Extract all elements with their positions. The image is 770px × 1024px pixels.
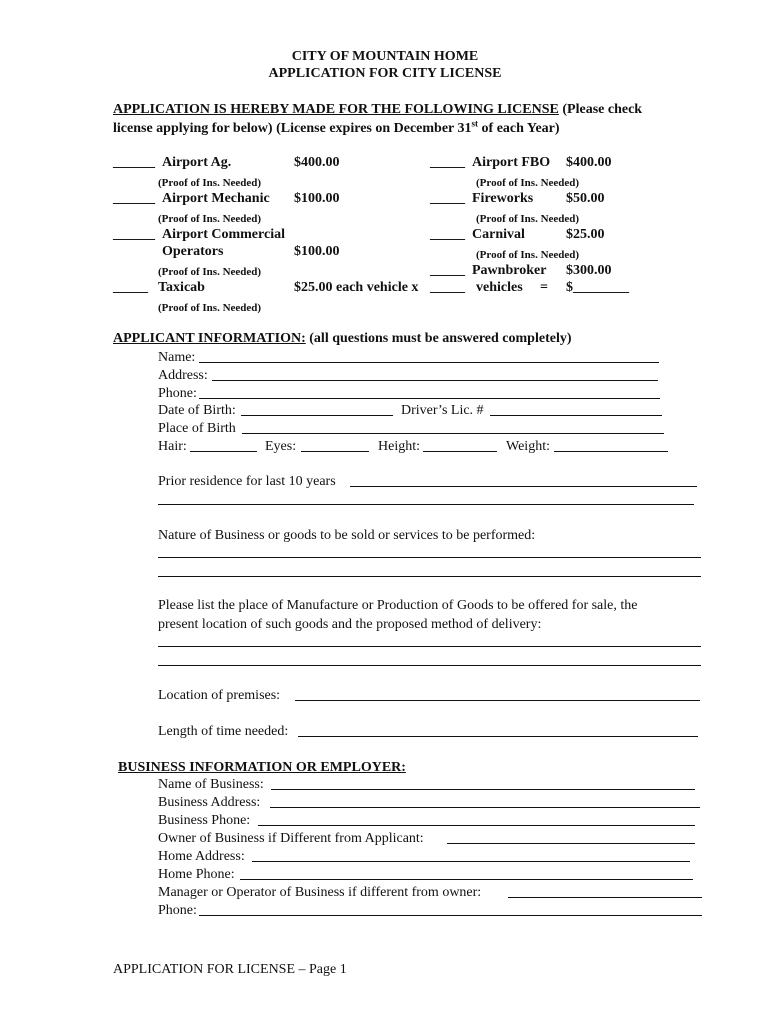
license-airport-fbo-fee: $400.00: [566, 155, 612, 170]
vehicles-label: vehicles: [476, 280, 523, 295]
drivers-license-field[interactable]: [490, 415, 662, 416]
form-title: CITY OF MOUNTAIN HOME: [291, 49, 479, 64]
business-heading: BUSINESS INFORMATION OR EMPLOYER:: [118, 760, 406, 775]
license-airport-commercial-label2: Operators: [162, 244, 224, 259]
manufacture-label-2: present location of such goods and the proposed method of delivery:: [158, 617, 542, 632]
expiry-text-end: of each Year): [478, 121, 560, 136]
business-phone-label: Business Phone:: [158, 813, 251, 828]
name-field[interactable]: [199, 362, 659, 363]
license-airport-commercial-label: Airport Commercial: [162, 227, 285, 242]
license-airport-mechanic-blank[interactable]: ______: [113, 191, 155, 206]
license-airport-fbo-note: (Proof of Ins. Needed): [476, 177, 580, 189]
license-pawnbroker-blank[interactable]: _____: [430, 263, 465, 278]
business-phone-field[interactable]: [258, 825, 695, 826]
license-carnival-note: (Proof of Ins. Needed): [476, 249, 580, 261]
phone-field[interactable]: [199, 398, 660, 399]
height-label: Height:: [378, 439, 420, 454]
manufacture-field-1[interactable]: [158, 646, 701, 647]
eyes-label: Eyes:: [265, 439, 297, 454]
dob-field[interactable]: [241, 415, 393, 416]
birthplace-field[interactable]: [242, 433, 664, 434]
owner-label: Owner of Business if Different from Applicant:: [158, 831, 424, 846]
license-pawnbroker-label: Pawnbroker: [472, 263, 547, 278]
vehicles-count-blank[interactable]: _____: [430, 280, 465, 295]
license-airport-mechanic-fee: $100.00: [294, 191, 340, 206]
license-expiry-note: [113, 118, 560, 137]
phone-label: Phone:: [158, 386, 197, 401]
manager-phone-field[interactable]: [199, 915, 702, 916]
time-needed-label: Length of time needed:: [158, 724, 289, 739]
manufacture-field-2[interactable]: [158, 665, 701, 666]
home-phone-label: Home Phone:: [158, 867, 235, 882]
drivers-license-label: Driver’s Lic. #: [401, 403, 484, 418]
weight-field[interactable]: [554, 451, 668, 452]
license-airport-fbo-label: Airport FBO: [472, 155, 551, 170]
business-name-label: Name of Business:: [158, 777, 264, 792]
license-pawnbroker-fee: $300.00: [566, 263, 612, 278]
form-subtitle: APPLICATION FOR CITY LICENSE: [268, 66, 502, 81]
license-airport-fbo-blank[interactable]: _____: [430, 155, 465, 170]
business-nature-label: Nature of Business or goods to be sold or services to be performed:: [158, 528, 536, 543]
license-instruction: [113, 102, 642, 118]
applicant-section: [113, 331, 572, 347]
manager-label: Manager or Operator of Business if different from owner:: [158, 885, 482, 900]
eyes-field[interactable]: [301, 451, 369, 452]
license-airport-ag-label: Airport Ag.: [162, 155, 232, 170]
license-airport-ag-blank[interactable]: ______: [113, 155, 155, 170]
license-fireworks-note: (Proof of Ins. Needed): [476, 213, 580, 225]
page-footer: APPLICATION FOR LICENSE – Page 1: [113, 962, 347, 977]
owner-field[interactable]: [447, 843, 695, 844]
license-taxicab-note: (Proof of Ins. Needed): [158, 302, 262, 314]
license-airport-commercial-note: (Proof of Ins. Needed): [158, 266, 262, 278]
license-taxicab-blank[interactable]: _____: [113, 280, 148, 295]
address-field[interactable]: [212, 380, 658, 381]
license-airport-ag-fee: $400.00: [294, 155, 340, 170]
hair-label: Hair:: [158, 439, 187, 454]
home-address-field[interactable]: [252, 861, 690, 862]
license-heading: APPLICATION IS HEREBY MADE FOR THE FOLLOWING LICENSE: [113, 102, 559, 117]
license-airport-ag-note: (Proof of Ins. Needed): [158, 177, 262, 189]
expiry-text: license applying for below) (License expires on December 31: [113, 121, 472, 136]
license-airport-mechanic-label: Airport Mechanic: [162, 191, 270, 206]
manager-field[interactable]: [508, 897, 702, 898]
business-nature-field-1[interactable]: [158, 557, 701, 558]
time-needed-field[interactable]: [298, 736, 698, 737]
applicant-heading: APPLICANT INFORMATION:: [113, 331, 306, 346]
license-taxicab-label: Taxicab: [158, 280, 205, 295]
license-carnival-label: Carnival: [472, 227, 525, 242]
business-nature-field-2[interactable]: [158, 576, 701, 577]
license-carnival-blank[interactable]: _____: [430, 227, 465, 242]
prior-residence-field-2[interactable]: [158, 504, 694, 505]
prior-residence-field[interactable]: [350, 486, 697, 487]
premises-location-field[interactable]: [295, 700, 700, 701]
license-fireworks-fee: $50.00: [566, 191, 605, 206]
height-field[interactable]: [423, 451, 497, 452]
license-airport-commercial-fee: $100.00: [294, 244, 340, 259]
address-label: Address:: [158, 368, 208, 383]
vehicles-equals: =: [540, 280, 548, 295]
prior-residence-label: Prior residence for last 10 years: [158, 474, 336, 489]
license-airport-mechanic-note: (Proof of Ins. Needed): [158, 213, 262, 225]
weight-label: Weight:: [506, 439, 550, 454]
license-carnival-fee: $25.00: [566, 227, 605, 242]
license-heading-tail: (Please check: [558, 102, 643, 117]
dob-label: Date of Birth:: [158, 403, 236, 418]
birthplace-label: Place of Birth: [158, 421, 236, 436]
home-phone-field[interactable]: [240, 879, 693, 880]
manufacture-label-1: Please list the place of Manufacture or Production of Goods to be offered for sale, the: [158, 598, 638, 613]
business-address-label: Business Address:: [158, 795, 261, 810]
license-fireworks-label: Fireworks: [472, 191, 534, 206]
manager-phone-label: Phone:: [158, 903, 197, 918]
applicant-note: (all questions must be answered completely): [305, 331, 572, 346]
license-airport-commercial-blank[interactable]: ______: [113, 227, 155, 242]
name-label: Name:: [158, 350, 196, 365]
premises-location-label: Location of premises:: [158, 688, 281, 703]
business-address-field[interactable]: [270, 807, 700, 808]
business-name-field[interactable]: [271, 789, 695, 790]
home-address-label: Home Address:: [158, 849, 245, 864]
license-fireworks-blank[interactable]: _____: [430, 191, 465, 206]
hair-field[interactable]: [190, 451, 257, 452]
vehicles-total-blank[interactable]: $________: [566, 280, 629, 295]
expiry-suffix: st: [471, 118, 479, 129]
license-taxicab-fee: $25.00 each vehicle x: [294, 280, 419, 295]
